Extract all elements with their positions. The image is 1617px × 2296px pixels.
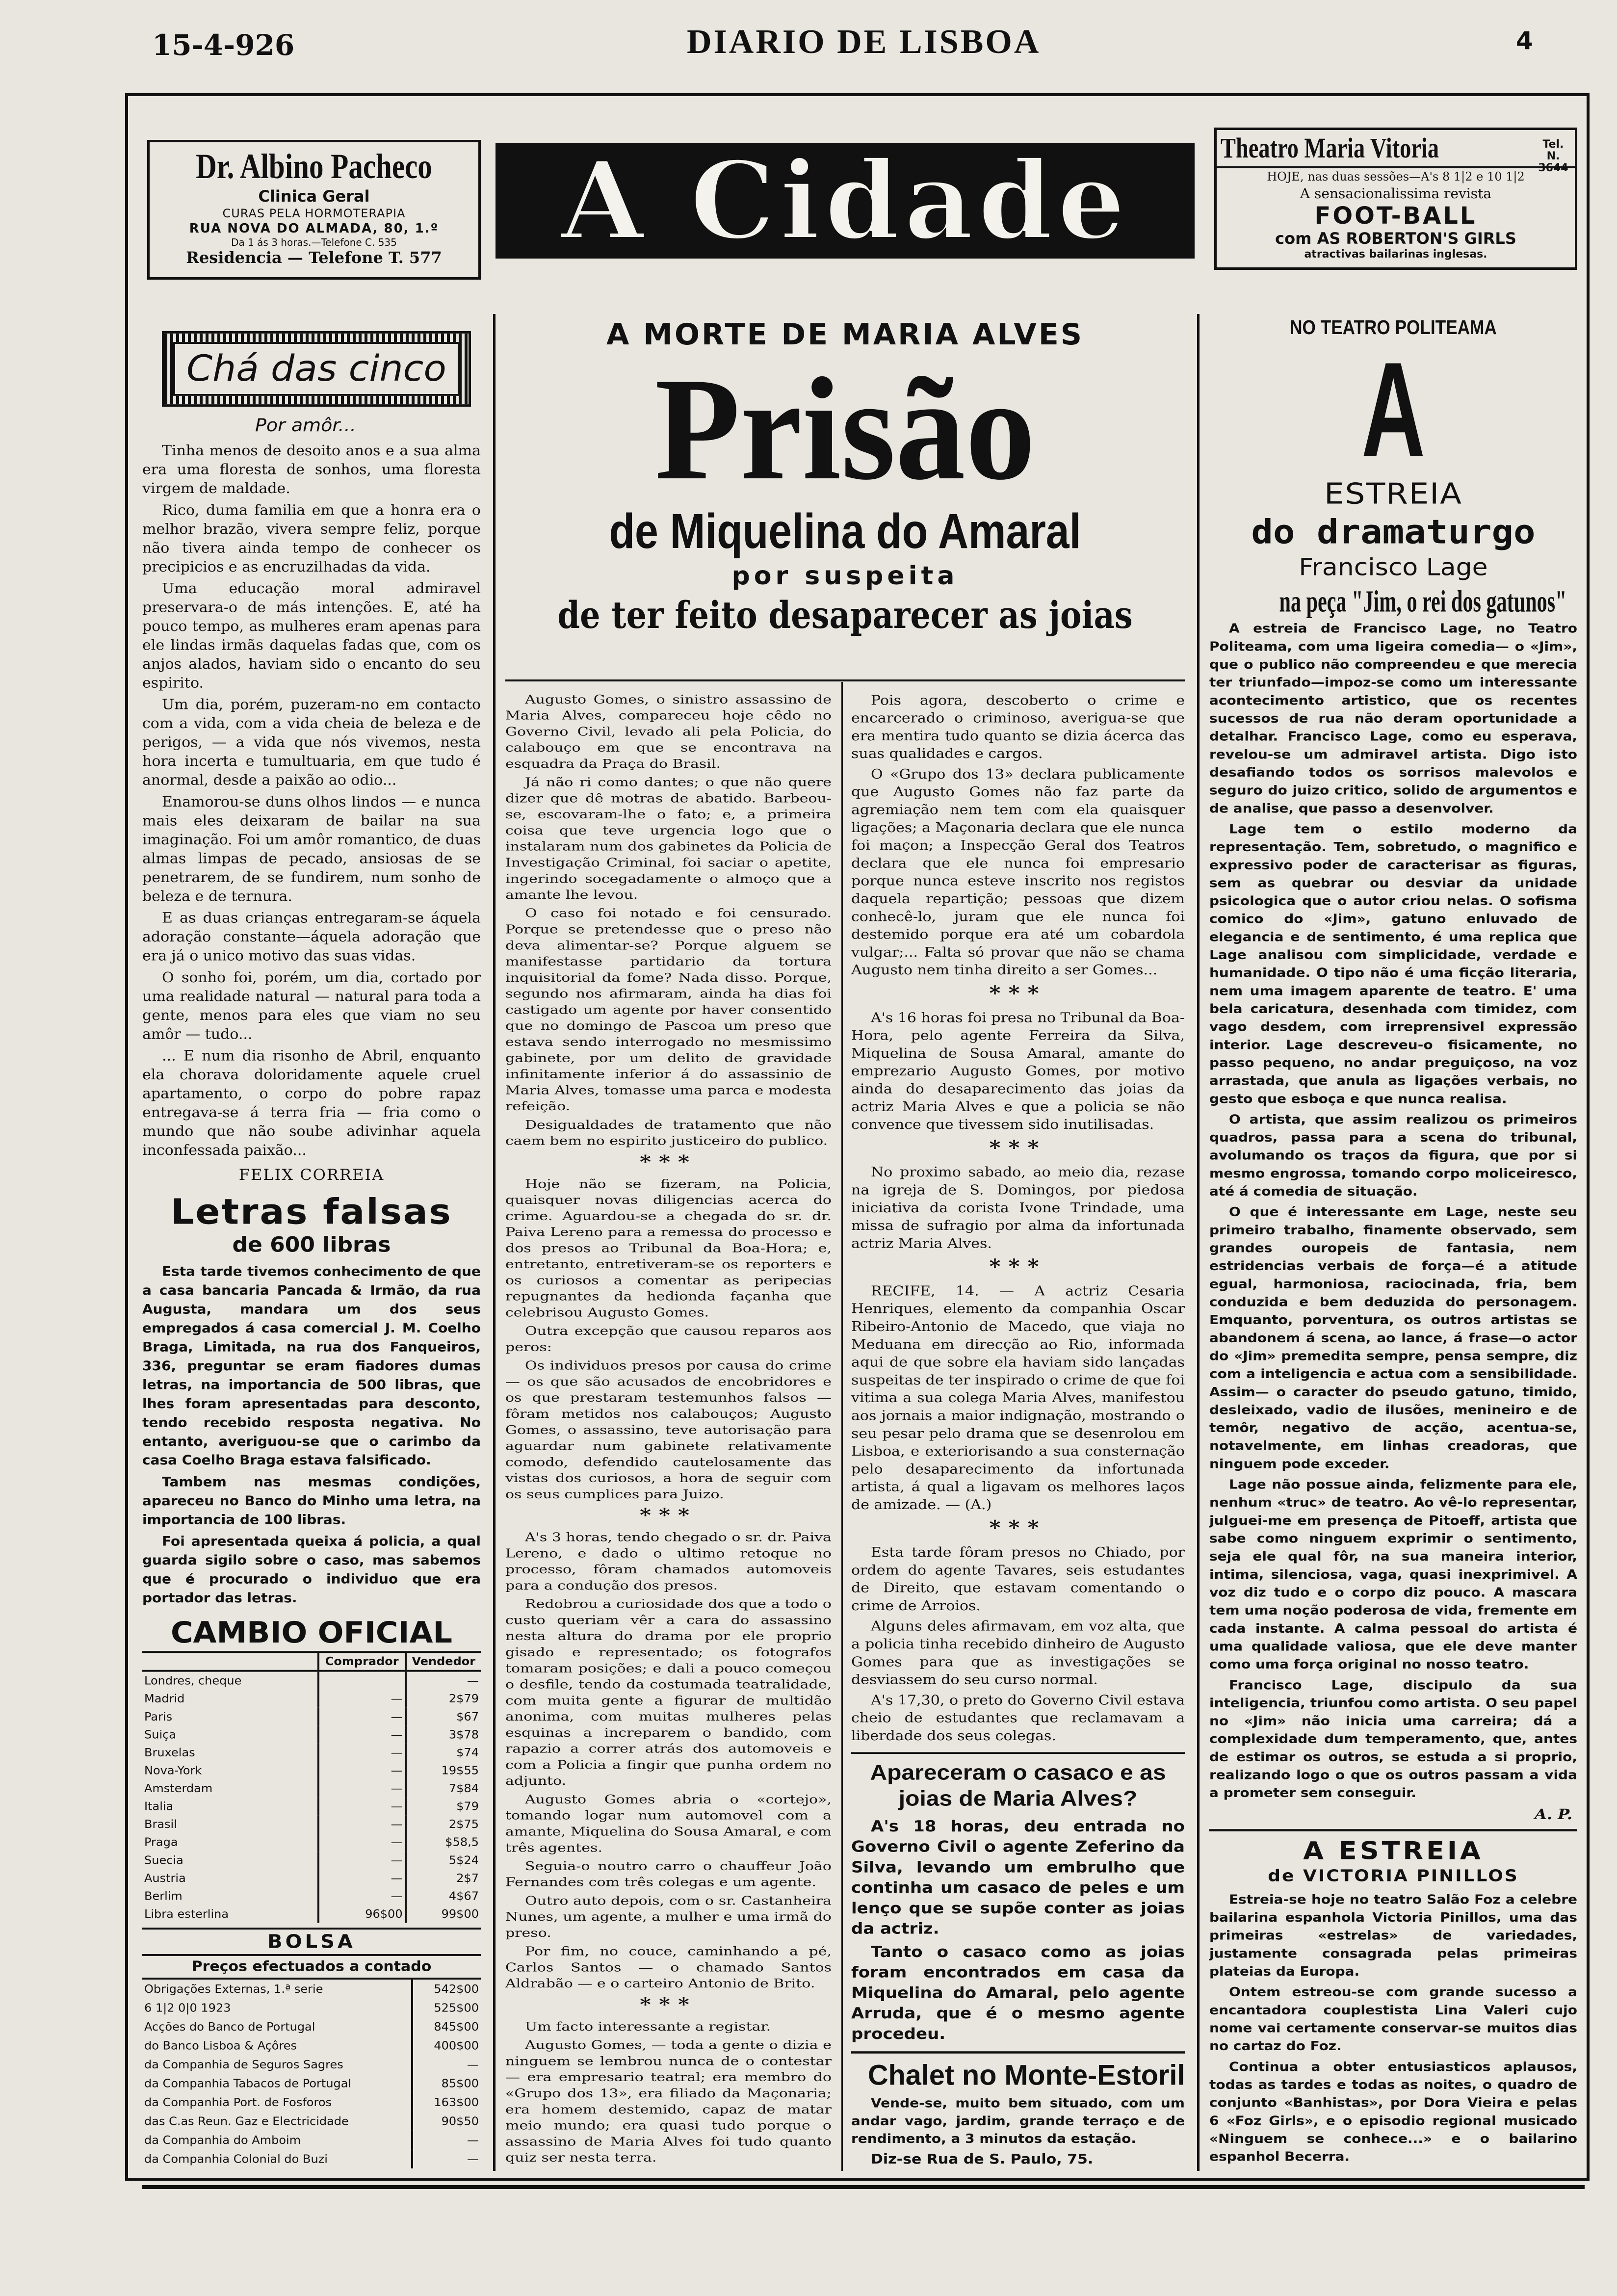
cambio-header-row <box>142 1653 481 1671</box>
victoria-article-body <box>1209 1891 1577 2166</box>
ad-theatre-show: FOOT-BALL <box>1314 202 1477 230</box>
ad-theatre-tel: Tel. N. 3644 <box>1538 138 1568 174</box>
cambio-row <box>142 1671 481 1690</box>
casaco-paragraph: Tanto o casaco como as joias foram encontrados em casa da Miquelina do Amaral, pelo agente Arruda, que é o mesmo agente procedeu. <box>851 1943 1185 2043</box>
cambio-table <box>142 1653 481 1923</box>
victoria-paragraph: Estreia-se hoje no teatro Salão Foz a celebre bailarina espanhola Victoria Pinillos, uma das primeiras «estrelas» de variedades, justamente consagrada pelas primeiras plateias da Europa. <box>1209 1892 1577 1979</box>
cambio-row <box>142 1905 481 1923</box>
article-paragraph: Augusto Gomes, — toda a gente o dizia e ninguem se lembrou nunca de o contestar — era empresario teatral; era membro do «Grupo dos 13», era filiado da Maçonaria; era homem destemido, capaz de matar meio mundo; era quasi tudo porque o assassino de Maria Alves foi tudo quanto quiz ser nesta terra. <box>505 2038 832 2165</box>
bolsa-row <box>142 2093 481 2112</box>
cha-paragraph: E as duas crianças entregaram-se áquela adoração constante—áquela adoração que era já o unico motivo das suas vidas. <box>142 910 481 965</box>
politeama-paragraph: Francisco Lage, discipulo da sua inteligencia, triunfou como artista. O seu papel no «Jim» não inicia uma carreira; dá a complexidade dum temperamento, que, antes de estimar os outros, se estuda a si proprio, realizando logo o que os outros passam a vida a prometer sem conseguir. <box>1209 1677 1577 1800</box>
chalet-ad <box>851 2051 1185 2168</box>
chalet-title: Chalet no Monte-Estoril <box>868 2059 1185 2091</box>
ad-theatre-header <box>1217 131 1575 174</box>
bolsa-item: da Companhia Colonial do Buzi <box>144 2152 328 2166</box>
cambio-buy: — <box>318 1690 406 1708</box>
column-rule <box>1197 314 1200 2171</box>
bolsa-title: BOLSA <box>142 1928 481 1956</box>
cambio-buy: — <box>318 1869 406 1887</box>
cambio-place: Libra esterlina <box>144 1907 229 1921</box>
politeama-paragraph: O artista, que assim realizou os primeiros quadros, passa para a scena do tribunal, avolumando os traços da figura, que por si mesmo engrossa, tomando corpo moliceiresco, até á comedia de situação. <box>1209 1112 1577 1199</box>
bolsa-item: da Companhia de Seguros Sagres <box>144 2058 343 2071</box>
cambio-buy: — <box>318 1833 406 1852</box>
article-paragraph: Hoje não se fizeram, na Policia, quaisquer novas diligencias acerca do crime. Aguardou-se a chegada do sr. dr. Paiva Lereno para a remessa do processo e dos presos ao Tribunal da Boa-Hora; e, entretanto, entretiveram-se os reporters e os curiosos a comentar as peripecias repugnantes da hedionda façanha que celebrisou Augusto Gomes. <box>505 1177 832 1320</box>
cha-paragraph: Rico, duma familia em que a honra era o melhor brazão, vivera sempre feliz, porque não tivera ainda tempo de conhecer os precipicios e as encruzilhadas da vida. <box>142 502 481 575</box>
bolsa-row <box>142 2112 481 2130</box>
section-separator: *** <box>639 1994 698 2015</box>
article-paragraph: A's 16 horas foi presa no Tribunal da Boa-Hora, pelo agente Ferreira da Silva, Miquelina de Sousa Amaral, amante do emprezario Augusto Gomes, por motivo ainda do desaparecimento das joias da actriz Maria Alves e que a policia se não convence que tivessem sido inutilisadas. <box>851 1010 1185 1133</box>
ad-theatre-sessions: HOJE, nas duas sessões—A's 8 1|2 e 10 1|2 <box>1267 170 1525 183</box>
cambio-row <box>142 1869 481 1887</box>
casaco-paragraph: A's 18 horas, deu entrada no Governo Civil o agente Zeferino da Silva, levando um embrulho que continha um casaco de peles e um lenço que se supõe conter as joias da actriz. <box>851 1817 1185 1938</box>
bolsa-value: — <box>412 2149 481 2168</box>
letras-paragraph: Foi apresentada queixa á policia, a qual guarda sigilo sobre o caso, mas sabemos que é procurado o individuo que era portador das letras. <box>142 1533 481 1606</box>
chalet-address: Diz-se Rua de S. Paulo, 75. <box>871 2151 1094 2167</box>
cambio-buy: — <box>318 1761 406 1779</box>
cambio-title: CAMBIO OFICIAL <box>142 1614 481 1653</box>
victoria-box <box>1209 1829 1577 2166</box>
cambio-place: Madrid <box>144 1692 185 1705</box>
victoria-paragraph: Ontem estreou-se com grande sucesso a encantadora couplestista Lina Valeri cujo nome vai certamente conservar-se muitos dias no cartaz do Foz. <box>1209 1984 1577 2054</box>
ad-theatre-with: com AS ROBERTON'S GIRLS <box>1275 229 1516 248</box>
cha-paragraph: Enamorou-se duns olhos lindos — e nunca mais eles deixaram de bailar na sua imaginação. Foi um amôr romantico, de duas almas limpas de pecado, ansiosas de se penetrarem, de se fundirem, num sonho de beleza e de ternura. <box>142 793 481 905</box>
letras-paragraph: Esta tarde tivemos conhecimento de que a casa bancaria Pancada & Irmão, da rua Augusta, mandara um dos seus empregados á casa comercial J. M. Coelho Braga, Limitada, na rua dos Fanqueiros, 336, preguntar se eram fiadores dumas letras, na importancia de 500 libras, que lhes foram apresentadas para desconto, tendo recebido resposta negativa. No entanto, averiguou-se que o carimbo da casa Coelho Braga estava falsificado. <box>142 1263 481 1468</box>
politeama-kicker: NO TEATRO POLITEAMA <box>1290 316 1497 339</box>
bolsa-row <box>142 2055 481 2074</box>
cambio-place: Amsterdam <box>144 1781 213 1795</box>
ad-theatre-intro: A sensacionalissima revista <box>1300 185 1492 202</box>
article-paragraph: Redobrou a curiosidade dos que a todo o custo queriam vêr a cara do assassino nesta altura do drama por ele proprio gisado e representado; os fotografos tomaram posições; e dali a pouco começou o desfile, tendo da costumada teatralidade, com muita gente a figurar de multidão anonima, com muitas mulheres pelas esquinas a increparem o bandido, com rapazio a correr atrás dos automoveis e com a Policia a fingir que punha ordem no adjunto. <box>505 1597 832 1788</box>
cambio-buy: — <box>318 1815 406 1833</box>
article-paragraph: A's 3 horas, tendo chegado o sr. dr. Paiva Lereno, e dado o ultimo retoque no processo, fôram chamados automoveis para a condução dos presos. <box>505 1530 832 1593</box>
cambio-sell: $74 <box>406 1744 481 1762</box>
casaco-headline: Apareceram o casaco e as joias de Maria Alves? <box>851 1752 1185 1812</box>
bolsa-row <box>142 2074 481 2092</box>
article-paragraph: RECIFE, 14. — A actriz Cesaria Henriques, elemento da companhia Oscar Ribeiro-Antonio de Macedo, que viaja no Meduana em direcção ao Rio, informada aqui de que sobre ela haviam sido lançadas suspeitas de ter inspirado o crime de que foi vitima a sua colega Maria Alves, manifestou aos jornais a maior indignação, mostrando o seu pesar pelo drama que se desenrolou em Lisboa, e exteriorisando a sua consternação pelo desaparecimento da infortunada artista, á qual a ligavam os melhores laços de amizade. — (A.) <box>851 1283 1185 1513</box>
ad-doctor <box>147 140 481 280</box>
column-rule <box>493 314 496 2171</box>
cambio-sell: 2$7 <box>406 1869 481 1887</box>
cambio-buy: 96$00 <box>318 1905 406 1923</box>
main-article-col-b <box>851 692 1185 2168</box>
bolsa-row <box>142 2036 481 2055</box>
headline-rule <box>505 679 1185 681</box>
cambio-buy: — <box>318 1887 406 1905</box>
bolsa-value: 90$50 <box>412 2112 481 2130</box>
cambio-row <box>142 1851 481 1869</box>
politeama-paragraph: A estreia de Francisco Lage, no Teatro Politeama, com uma ligeira comedia— o «Jim», que o publico não compreendeu e que merecia ter triunfado—impoz-se como um interessante acontecimento artistico, que os recentes sucessos de rua não deram oportunidade a detalhar. Francisco Lage, como eu esperava, revelou-se um admiravel artista. Digo isto desafiando todos os sorrisos malevolos e seguro do juizo critico, solido de argumentos e de analise, que passo a desenvolver. <box>1209 621 1577 816</box>
cambio-buy: — <box>318 1851 406 1869</box>
bolsa-item: da Companhia Port. de Fosforos <box>144 2095 332 2109</box>
article-paragraph: Augusto Gomes abria o «cortejo», tomando logar num automovel com a amante, Miquelina do Sousa Amaral, e com três agentes. <box>505 1792 832 1855</box>
ad-theatre-title: Theatro Maria Vitoria <box>1221 132 1439 164</box>
article-paragraph: Seguia-o noutro carro o chauffeur João Fernandes com três colegas e um agente. <box>505 1859 832 1890</box>
bolsa-value: — <box>412 2055 481 2074</box>
politeama-line-3: Francisco Lage <box>1299 554 1488 581</box>
cambio-row <box>142 1744 481 1762</box>
bolsa-value: 845$00 <box>412 2017 481 2036</box>
politeama-paragraph: O que é interessante em Lage, neste seu primeiro trabalho, finamente observado, sem grandes ouropeis de fantasia, nem estridencias verbais de força—é a atitude egual, harmoniosa, raciocinada, fria, bem conduzida e bem deduzida do personagem. Emquanto, porventura, os outros artistas se abandonem á scena, ao lance, á frase—o actor do «Jim» premedita sempre, pensa sempre, diz com a inteligencia e actua com a sensibilidade. Assim— o caracter do pseudo gatuno, timido, desleixado, vadio de ilusões, menineiro e de temôr, negativo de acção, acentua-se, notavelmente, em linhas creadoras, que ninguem pode exceder. <box>1209 1204 1577 1471</box>
cambio-col-buy: Comprador <box>318 1653 406 1671</box>
politeama-line-4: na peça "Jim, o rei dos gatunos" <box>1279 584 1567 619</box>
cha-das-cinco-title: Chá das cinco <box>173 342 460 396</box>
column-right <box>1209 314 1577 2168</box>
column-rule <box>841 682 843 2171</box>
victoria-subtitle: de VICTORIA PINILLOS <box>1268 1867 1519 1885</box>
cambio-place: Suecia <box>144 1853 183 1867</box>
article-paragraph: O «Grupo dos 13» declara publicamente que Augusto Gomes não faz parte da agremiação nem tem com ela quaisquer ligações; a Maçonaria declara que ele nunca foi maçon; a Inspecção Geral dos Teatros declara que ele nunca foi empresario porque nunca esteve inscrito nos registos daquela repartição; pessoas que dizem conhecê-lo, juram que ele nunca foi destemido porque era até um cobardola vulgar;... Falta só provar que não se chama Augusto nem tinha direito a ser Gomes... <box>851 766 1185 978</box>
politeama-line-1: ESTREIA <box>1324 477 1462 511</box>
cambio-sell: $58,5 <box>406 1833 481 1852</box>
cambio-sell: $79 <box>406 1798 481 1816</box>
main-headline <box>505 314 1185 639</box>
section-separator: *** <box>989 1255 1047 1278</box>
letras-title: Letras falsas <box>171 1192 452 1232</box>
cambio-place: Berlim <box>144 1889 183 1903</box>
cha-paragraph: Uma educação moral admiravel preservara-o de más intenções. E, até ha pouco tempo, as mulheres eram apenas para ele lindas irmãs daquelas fadas que, com os anjos alados, haviam sido o encanto do seu espirito. <box>142 580 481 692</box>
bolsa-value: 400$00 <box>412 2036 481 2055</box>
cambio-place: Suiça <box>144 1728 177 1742</box>
cambio-sell: 3$78 <box>406 1725 481 1744</box>
bolsa-table <box>142 1980 481 2168</box>
ad-doctor-residence: Residencia — Telefone T. 577 <box>186 248 442 267</box>
letras-paragraph: Tambem nas mesmas condições, apareceu no Banco do Minho uma letra, na importancia de 100 libras. <box>142 1474 481 1528</box>
article-paragraph: Esta tarde fôram presos no Chiado, por ordem do agente Tavares, seis estudantes de Direito, que estavam comentando o crime de Arroios. <box>851 1544 1185 1614</box>
main-deck-2: por suspeita <box>731 561 959 591</box>
cambio-row <box>142 1761 481 1779</box>
letras-subtitle: de 600 libras <box>232 1232 391 1257</box>
victoria-title: A ESTREIA <box>1303 1836 1484 1865</box>
bolsa-value: 163$00 <box>412 2093 481 2112</box>
cambio-row <box>142 1833 481 1852</box>
newspaper-name: DIARIO DE LISBOA <box>687 23 1041 61</box>
bolsa-item: da Companhia do Amboim <box>144 2133 301 2147</box>
cambio-sell: 2$75 <box>406 1815 481 1833</box>
cha-author: FELIX CORREIA <box>238 1166 385 1184</box>
bolsa-row <box>142 2149 481 2168</box>
bolsa-value: — <box>412 2131 481 2149</box>
article-paragraph: Alguns deles afirmavam, em voz alta, que a policia tinha recebido dinheiro de Augusto Gomes para que as investigações se desviassem do seu curso normal. <box>851 1618 1185 1688</box>
cambio-buy: — <box>318 1798 406 1816</box>
politeama-author: A. P. <box>1534 1805 1572 1823</box>
politeama-line-2: do dramaturgo <box>1251 513 1536 551</box>
ad-doctor-name: Dr. Albino Pacheco <box>196 147 432 186</box>
bolsa-value: 525$00 <box>412 1998 481 2017</box>
cambio-sell: 99$00 <box>406 1905 481 1923</box>
main-headline-title: Prisão <box>654 347 1036 510</box>
cambio-sell: — <box>406 1671 481 1690</box>
cambio-place: Nova-York <box>144 1764 202 1777</box>
politeama-paragraph: Lage não possue ainda, felizmente para ele, nenhum «truc» de teatro. Ao vê-lo representar, julguei-me em presença de Pitoeff, artista que sabe como ninguem exprimir o sentimento, seja ele qual fôr, na sua maneira interior, intima, silenciosa, vaga, quasi inexprimivel. A voz diz tudo e o corpo diz pouco. A mascara tem uma noção poderosa de vida, fremente em cada instante. A calma pessoal do artista é uma qualidade valiosa, que ele deve manter como uma força original no nosso teatro. <box>1209 1477 1577 1672</box>
cambio-sell: 2$79 <box>406 1690 481 1708</box>
article-paragraph: O caso foi notado e foi censurado. Porque se pretendesse que o preso não deva alimentar-se? Porque alguem se manifestasse partidario da tortura inquisitorial da fome? Nada disso. Porque, segundo nos afirmaram, ainda ha dias foi castigado um agente por haver consentido que no domingo de Pascoa um preso que estava sendo interrogado no mesmissimo gabinete, por um delito de gravidade infinitamente inferior á do assassinio de Maria Alves, tomasse uma parca e modesta refeição. <box>505 906 832 1114</box>
cambio-sell: $67 <box>406 1708 481 1726</box>
cambio-buy <box>318 1671 406 1690</box>
politeama-big-letter: A <box>1361 334 1425 485</box>
bolsa-item: Acções do Banco de Portugal <box>144 2020 315 2034</box>
section-separator: *** <box>639 1151 698 1173</box>
cha-paragraph: Tinha menos de desoito anos e a sua alma era uma floresta de sonhos, uma floresta virgem de maldade. <box>142 443 481 497</box>
section-separator: *** <box>639 1505 698 1526</box>
article-paragraph: Um facto interessante a registar. <box>525 2019 771 2034</box>
main-kicker: A MORTE DE MARIA ALVES <box>606 317 1084 352</box>
cambio-sell: 7$84 <box>406 1779 481 1798</box>
cambio-buy: — <box>318 1744 406 1762</box>
section-separator: *** <box>989 1136 1047 1159</box>
section-separator: *** <box>989 1516 1047 1539</box>
article-paragraph: Pois agora, descoberto o crime e encarcerado o criminoso, averigua-se que era mentira tudo quanto se dizia ácerca das suas qualidades e cargos. <box>851 692 1185 762</box>
bolsa-value: 542$00 <box>412 1980 481 1998</box>
bolsa-item: 6 1|2 0|0 1923 <box>144 2001 231 2015</box>
page-number: 4 <box>1516 26 1533 55</box>
cambio-row <box>142 1779 481 1798</box>
cambio-place: Praga <box>144 1835 178 1849</box>
article-paragraph: Outra excepção que causou reparos aos peros: <box>505 1324 832 1355</box>
ad-doctor-treatment: CURAS PELA HORMOTERAPIA <box>222 207 406 220</box>
cha-paragraph: O sonho foi, porém, um dia, cortado por uma realidade natural — natural para toda a gente, menos para eles que viam no seu amôr — tudo... <box>142 969 481 1043</box>
cambio-place: Paris <box>144 1710 173 1723</box>
bolsa-row <box>142 1980 481 1998</box>
bottom-rule <box>142 2185 1585 2189</box>
main-article-col-a <box>505 692 832 2168</box>
bolsa-row <box>142 1998 481 2017</box>
ad-doctor-hours: Da 1 ás 3 horas.—Telefone C. 535 <box>231 236 397 248</box>
cambio-row <box>142 1887 481 1905</box>
cambio-place: Bruxelas <box>144 1746 195 1759</box>
main-deck-1: de Miquelina do Amaral <box>609 504 1081 559</box>
section-separator: *** <box>989 982 1047 1005</box>
cambio-sell: 19$55 <box>406 1761 481 1779</box>
cambio-rows <box>142 1671 481 1923</box>
column-left <box>142 331 481 2168</box>
issue-date: 15-4-926 <box>152 28 295 62</box>
bolsa-item: das C.as Reun. Gaz e Electricidade <box>144 2114 349 2128</box>
cambio-row <box>142 1690 481 1708</box>
cha-paragraph: Um dia, porém, puzeram-no em contacto com a vida, com a vida cheia de beleza e de perigos, — a vida que nós vivemos, nesta hora incerta e tumultuaria, em que tudo é anormal, desde a paixão ao odio... <box>142 696 481 789</box>
ad-doctor-address: RUA NOVA DO ALMADA, 80, 1.º <box>189 221 439 236</box>
chalet-text: Vende-se, muito bem situado, com um andar vago, jardim, grande terraço e de rendimento, a 3 minutos da estação. <box>851 2095 1185 2146</box>
cambio-sell: 5$24 <box>406 1851 481 1869</box>
main-deck-3: de ter feito desaparecer as joias <box>557 593 1133 637</box>
bolsa-value: 85$00 <box>412 2074 481 2092</box>
bolsa-row <box>142 2017 481 2036</box>
cha-paragraph: ... E num dia risonho de Abril, enquanto ela chorava doloridamente aquele cruel apartamento, o corpo do pobre rapaz entregava-se á terra fria — fria como o mundo que não soube adivinhar aquela inconfessada paixão... <box>142 1047 481 1159</box>
bolsa-item: Obrigações Externas, 1.ª serie <box>144 1982 323 1996</box>
cha-article-body <box>142 442 481 1160</box>
article-paragraph: No proximo sabado, ao meio dia, rezase na igreja de S. Domingos, por piedosa iniciativa da corista Ivone Trindade, uma missa de sufragio por alma da infortunada actriz Maria Alves. <box>851 1164 1185 1252</box>
cambio-place: Brasil <box>144 1817 177 1831</box>
cambio-place: Italia <box>144 1800 174 1813</box>
cambio-col-sell: Vendedor <box>406 1653 481 1671</box>
cambio-row <box>142 1725 481 1744</box>
cambio-row <box>142 1798 481 1816</box>
cambio-buy: — <box>318 1708 406 1726</box>
article-paragraph: Augusto Gomes, o sinistro assassino de Maria Alves, compareceu hoje cêdo no Governo Civil, levado ali pela Policia, do calabouço em que se encontrava na esquadra da Praça do Brasil. <box>505 692 832 771</box>
article-paragraph: A's 17,30, o preto do Governo Civil estava cheio de estudantes que reclamavam a liberdade dos seus colegas. <box>851 1692 1185 1744</box>
article-paragraph: Desigualdades de tratamento que não caem bem no espirito justiceiro do publico. <box>505 1118 832 1148</box>
cambio-sell: 4$67 <box>406 1887 481 1905</box>
article-paragraph: Por fim, no couce, caminhando a pé, Carlos Santos — o chamado Santos Aldrabão — e o carteiro Antonio de Brito. <box>505 1944 832 1991</box>
article-paragraph: Outro auto depois, com o sr. Castanheira Nunes, um agente, a mulher e uma irmã do preso. <box>505 1894 832 1940</box>
ad-theatre <box>1214 128 1577 270</box>
victoria-paragraph: Continua a obter entusiasticos aplausos, todas as tardes e todas as noites, o quadro de conjunto «Banhistas», por Dora Vieira e pelas 6 «Foz Girls», e o episodio regional musicado «Ninguem se conhece...» e o bailarino espanhol Becerra. <box>1209 2059 1577 2164</box>
bolsa-item: do Banco Lisboa & Açôres <box>144 2039 297 2053</box>
cha-das-cinco-banner <box>162 331 471 407</box>
cambio-row <box>142 1708 481 1726</box>
ad-theatre-desc: atractivas bailarinas inglesas. <box>1304 248 1487 261</box>
cambio-buy: — <box>318 1779 406 1798</box>
bolsa-rows <box>142 1980 481 2168</box>
cha-subtitle: Por amôr... <box>255 415 356 436</box>
politeama-paragraph: Lage tem o estilo moderno da representação. Tem, sobretudo, o magnifico e expressivo poder de caracterisar as figuras, sem as quebrar ou desviar da unidade psicologica que o autor criou nelas. O sofisma comico do «Jim», gatuno enluvado de elegancia e de sentimento, é uma replica que Lage analisou com simplicidade, verdade e humanidade. O tipo não é uma ficção literaria, nem uma imagem aparente de teatro. E' uma bela caricatura, desenhada com timidez, com vago desdem, com irreprensivel expressão interior. Lage descreveu-o fisicamente, no passo pequeno, no andar preguiçoso, na voz arrastada, que anula as ligações verbais, no gesto que esboça e que nunca realisa. <box>1209 821 1577 1106</box>
masthead <box>496 143 1195 259</box>
cambio-place: Austria <box>144 1871 186 1885</box>
bolsa-row <box>142 2131 481 2149</box>
politeama-article-body <box>1209 620 1577 1802</box>
cambio-row <box>142 1815 481 1833</box>
ad-doctor-specialty: Clinica Geral <box>258 187 370 206</box>
article-paragraph: Os individuos presos por causa do crime — os que são acusados de encobridores e os que prestaram testemunhos falsos — fôram metidos nos calabouços; Augusto Gomes, o assassino, teve autorisação para aguardar num gabinete relativamente comodo, defendido cautelosamente das vistas dos curiosos, a hora de seguir com os seus cumplices para Juizo. <box>505 1358 832 1502</box>
masthead-title: A Cidade <box>560 143 1130 259</box>
cambio-buy: — <box>318 1725 406 1744</box>
bolsa-subtitle: Preços efectuados a contado <box>142 1956 481 1980</box>
bolsa-item: da Companhia Tabacos de Portugal <box>144 2077 352 2090</box>
article-paragraph: Já não ri como dantes; o que não quere dizer que dê motras de abatido. Barbeou-se, escovaram-lhe o fato; e, a primeira coisa que teve urgencia logo que o instalaram num dos gabinetes da Policia de Investigação Criminal, foi saciar o apetite, ingerindo socegadamente o almoço que a amante lhe levou. <box>505 775 832 902</box>
cambio-place: Londres, cheque <box>144 1674 242 1688</box>
